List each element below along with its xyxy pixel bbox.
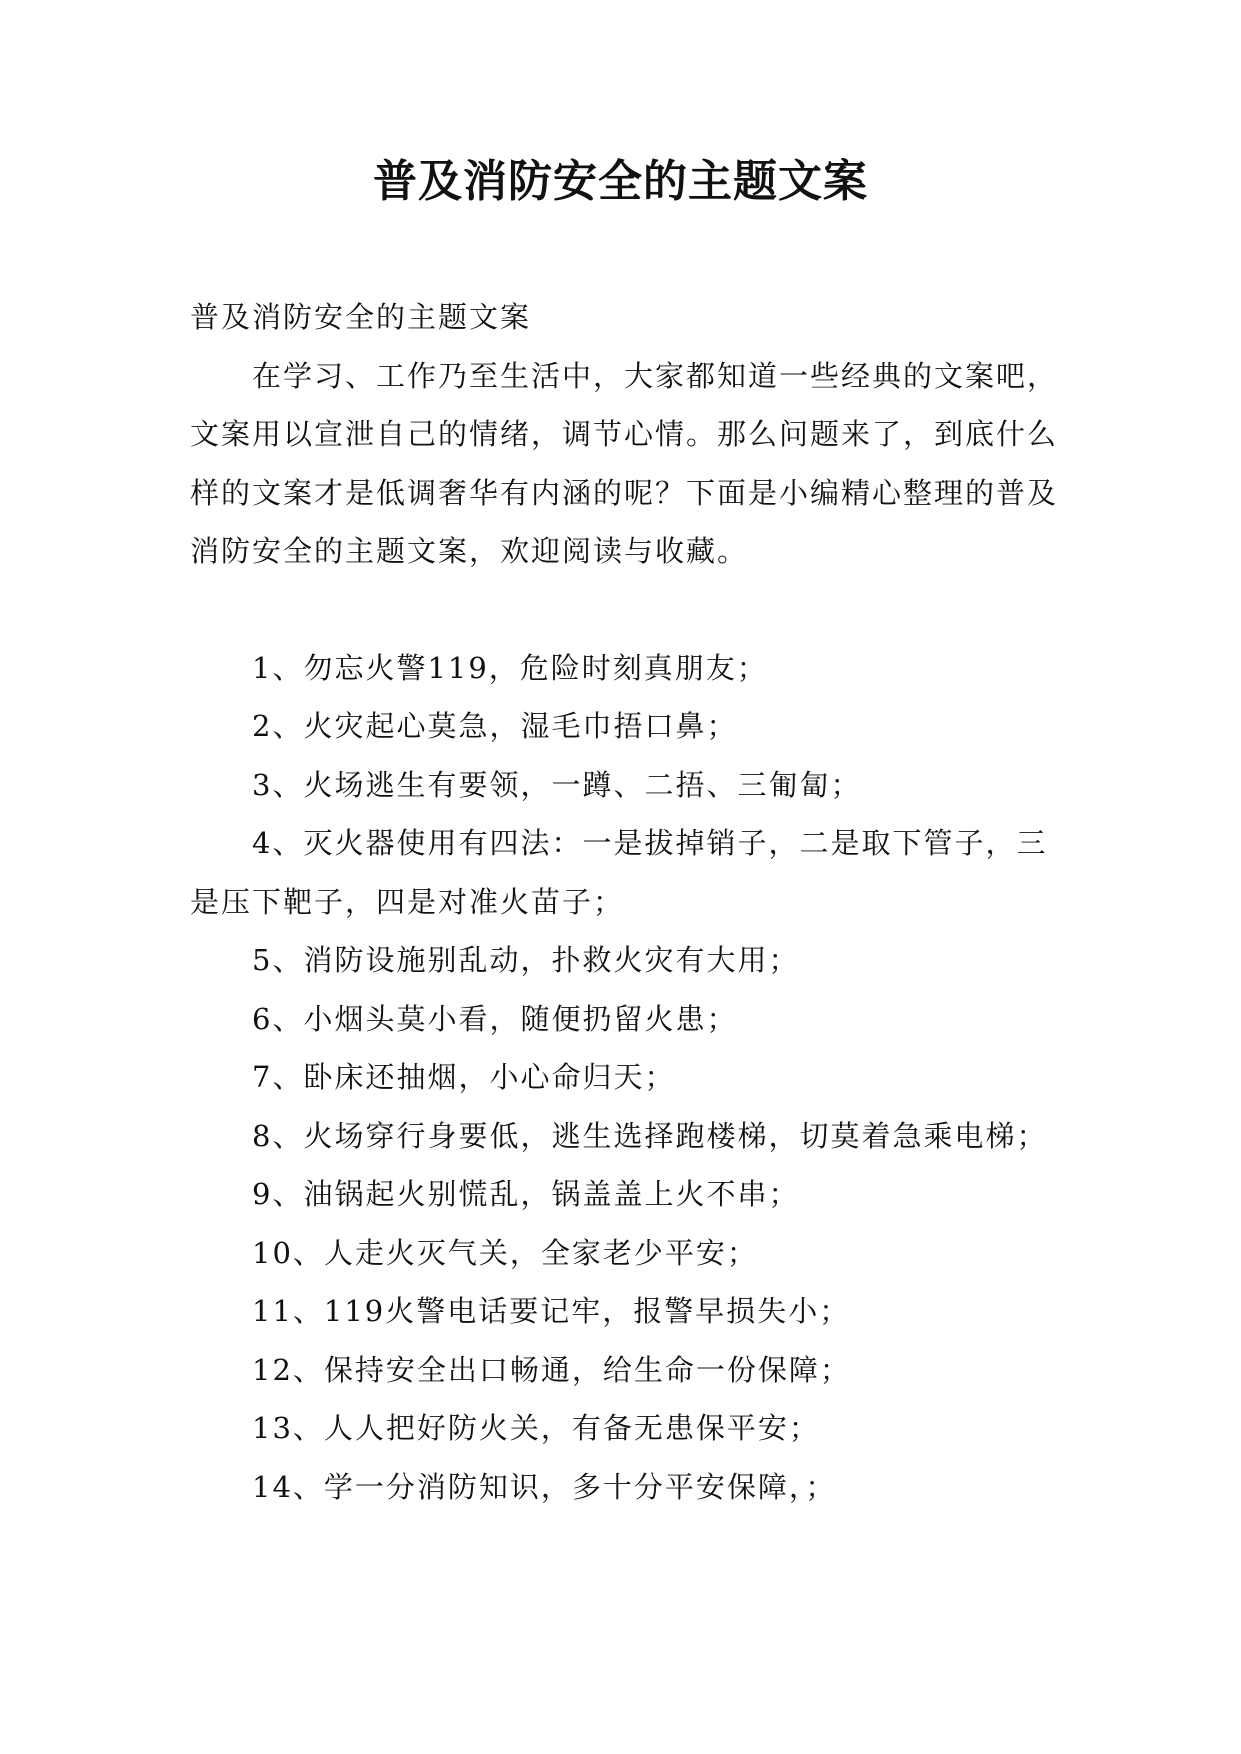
list-item: 1、勿忘火警119，危险时刻真朋友； — [252, 650, 768, 685]
list-item: 5、消防设施别乱动，扑救火灾有大用； — [252, 943, 800, 977]
list-item: 7、卧床还抽烟，小心命归天； — [252, 1060, 676, 1094]
paragraph-gap — [190, 581, 1070, 639]
document-title: 普及消防安全的主题文案 — [373, 156, 868, 207]
list-item: 8、火场穿行身要低，逃生选择跑楼梯，切莫着急乘电梯； — [252, 1118, 1048, 1153]
list-item: 3、火场逃生有要领，一蹲、二捂、三匍匐； — [252, 767, 862, 802]
list-item: 13、人人把好防火关，有备无患保平安； — [252, 1411, 820, 1445]
document-body — [190, 288, 1070, 1516]
list-item: 11、119火警电话要记牢，报警早损失小； — [252, 1294, 851, 1328]
list-item: 6、小烟头莫小看，随便扔留火患； — [252, 1001, 738, 1036]
document-subtitle: 普及消防安全的主题文案 — [190, 300, 532, 334]
list-item: 10、人走火灭气关，全家老少平安； — [252, 1235, 758, 1270]
list-item: 14、学一分消防知识，多十分平安保障，； — [252, 1469, 837, 1504]
list-item: 12、保持安全出口畅通，给生命一份保障； — [252, 1352, 851, 1387]
list-item: 4、灭火器使用有四法：一是拔掉销子，二是取下管子，三是压下靶子，四是对准火苗子； — [190, 826, 1048, 919]
list-item: 9、油锅起火别慌乱，锅盖盖上火不串； — [252, 1177, 800, 1211]
intro-paragraph: 在学习、工作乃至生活中，大家都知道一些经典的文案吧，文案用以宣泄自己的情绪，调节心情。那么问题来了，到底什么样的文案才是低调奢华有内涵的呢？下面是小编精心整理的普及消防安全的主题文案，欢迎阅读与收藏。 — [190, 358, 1059, 568]
list-item: 2、火灾起心莫急，湿毛巾捂口鼻； — [252, 709, 738, 743]
